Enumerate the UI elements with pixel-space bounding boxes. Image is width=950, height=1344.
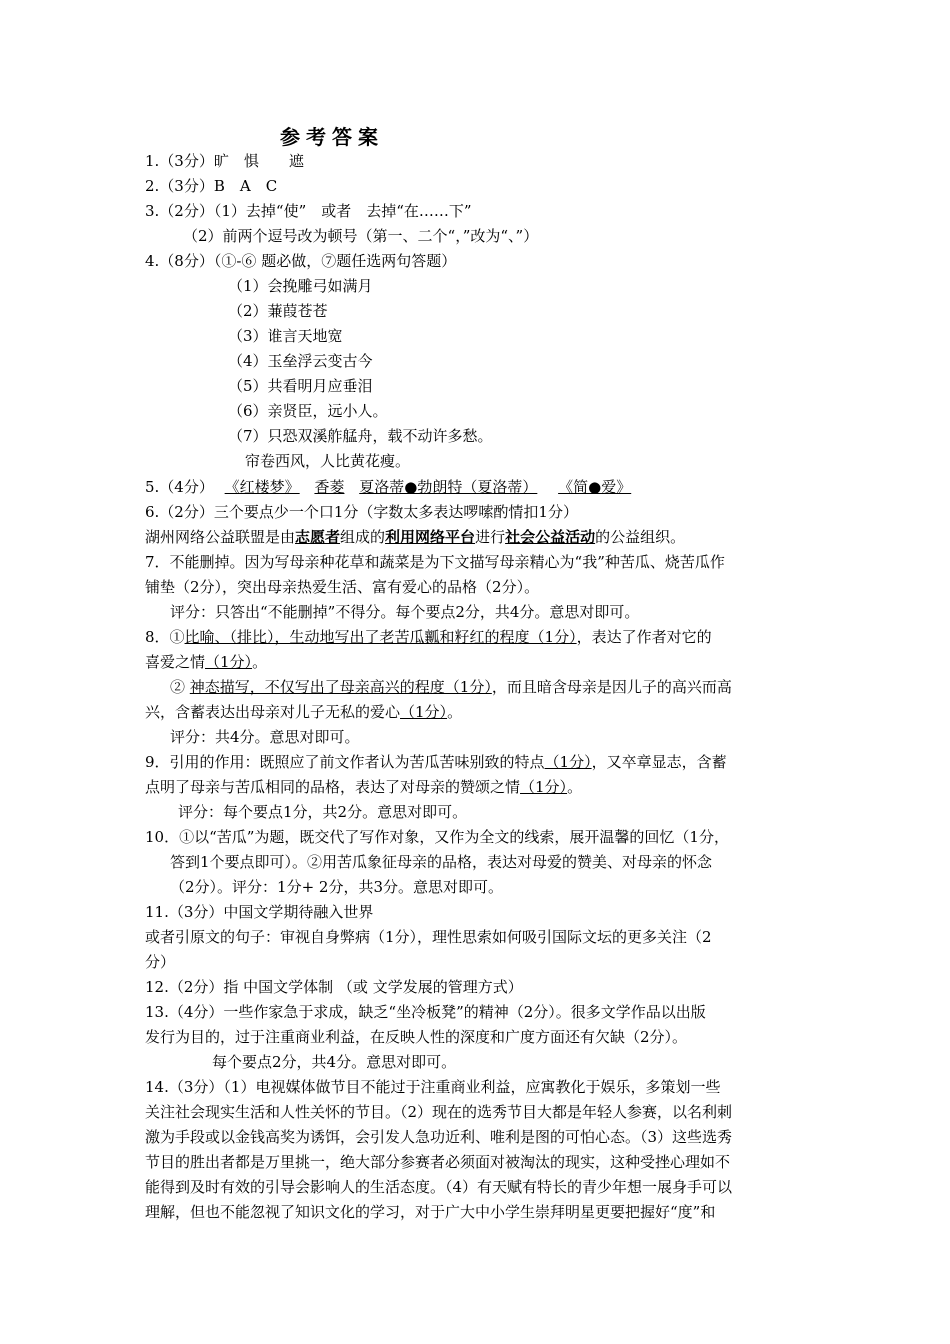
answer-q1: 1.（3分）旷 惧 遮 xyxy=(145,152,304,170)
text-segment: ② xyxy=(170,678,190,696)
answer-q4-item: （3）谁言天地宽 xyxy=(228,327,343,345)
answer-q13-line1: 13.（4分）一些作家急于求成，缺乏“坐冷板凳”的精神（2分）。很多文学作品以出版 xyxy=(145,1003,706,1021)
text-segment: ，表达了作者对它的 xyxy=(576,628,712,646)
keyword: 社会公益活动 xyxy=(505,528,596,546)
answer-q10-line1: 10．①以“苦瓜”为题，既交代了写作对象，又作为全文的线索，展开温馨的回忆（1分， xyxy=(145,828,729,846)
answer-q13-line2: 发行为目的，过于注重商业利益，在反映人性的深度和广度方面还有欠缺（2分）。 xyxy=(145,1028,688,1046)
answer-q5-author: 夏洛蒂●勃朗特（夏洛蒂） xyxy=(359,478,538,496)
answer-q8-scoring: 评分：共4分。意思对即可。 xyxy=(170,728,360,746)
answer-q6-line1: 6.（2分）三个要点少一个口1分（字数太多表达啰嗦酌情扣1分） xyxy=(145,503,578,521)
text-segment: ，又卒章显志，含蓄 xyxy=(591,753,727,771)
text-segment: 湖州网络公益联盟是由 xyxy=(145,528,296,546)
answer-q7-line2: 铺垫（2分），突出母亲热爱生活、富有爱心的品格（2分）。 xyxy=(145,578,540,596)
answer-q5-work: 《简●爱》 xyxy=(558,478,632,496)
text-segment: 。 xyxy=(447,703,463,721)
answer-q2: 2.（3分）B A C xyxy=(145,177,278,195)
underlined-segment: （1分） xyxy=(544,753,592,771)
keyword: 志愿者 xyxy=(295,528,341,546)
answer-q4-item: （4）玉垒浮云变古今 xyxy=(228,352,373,370)
text-segment: 9．引用的作用：既照应了前文作者认为苦瓜苦味别致的特点 xyxy=(145,753,545,771)
answer-q6-line2 xyxy=(145,527,685,547)
answer-q5-prefix: 5.（4分） xyxy=(145,478,214,496)
answer-q4-item: （1）会挽雕弓如满月 xyxy=(228,277,373,295)
answer-q5-book: 《红楼梦》 xyxy=(224,478,300,496)
underlined-segment: （1分） xyxy=(205,653,253,671)
answer-q3-line1: 3.（2分）（1）去掉“使” 或者 去掉“在……下” xyxy=(145,202,472,220)
answer-q7-line1: 7．不能删掉。因为写母亲种花草和蔬菜是为下文描写母亲精心为“我”种苦瓜、烧苦瓜作 xyxy=(145,553,725,571)
answer-q4-item: （6）亲贤臣，远小人。 xyxy=(228,402,388,420)
text-segment: 兴，含蓄表达出母亲对儿子无私的爱心 xyxy=(145,703,401,721)
answer-q8-line2 xyxy=(145,652,267,672)
answer-q13-scoring: 每个要点2分，共4分。意思对即可。 xyxy=(212,1053,457,1071)
text-segment: ，而且暗含母亲是因儿子的高兴而高 xyxy=(491,678,732,696)
answer-q7-scoring: 评分：只答出“不能删掉”不得分。每个要点2分，共4分。意思对即可。 xyxy=(170,603,640,621)
answer-q12: 12.（2分）指 中国文学体制 （或 文学发展的管理方式） xyxy=(145,978,523,996)
answer-q14-line: 14.（3分）（1）电视媒体做节目不能过于注重商业利益，应寓教化于娱乐，多策划一些 xyxy=(145,1078,721,1096)
text-segment: 。 xyxy=(567,778,583,796)
answer-q14-line: 能得到及时有效的引导会影响人的生活态度。（4）有天赋有特长的青少年想一展身手可以 xyxy=(145,1178,733,1196)
answer-q4-item: （2）蒹葭苍苍 xyxy=(228,302,328,320)
answer-q14-line: 理解，但也不能忽视了知识文化的学习，对于广大中小学生崇拜明星更要把握好“度”和 xyxy=(145,1203,716,1221)
answer-q8-line3 xyxy=(170,677,732,697)
answer-q4-item: （5）共看明月应垂泪 xyxy=(228,377,373,395)
answer-q8-line4 xyxy=(145,702,462,722)
text-segment: 喜爱之情 xyxy=(145,653,206,671)
answer-q11-line2: 或者引原文的句子：审视自身弊病（1分），理性思索如何吸引国际文坛的更多关注（2 xyxy=(145,928,712,946)
text-segment: 。 xyxy=(252,653,268,671)
answer-q10-line3: （2分）。评分：1分+ 2分，共3分。意思对即可。 xyxy=(170,878,504,896)
underlined-segment: 神态描写，不仅写出了母亲高兴的程度（1分） xyxy=(189,678,492,696)
answer-q4-item: 帘卷西风，人比黄花瘦。 xyxy=(245,452,411,470)
underlined-segment: （1分） xyxy=(520,778,568,796)
answer-q14-line: 关注社会现实生活和人性关怀的节目。（2）现在的选秀节目大都是年轻人参赛，以名利刺 xyxy=(145,1103,733,1121)
answer-q10-line2: 答到1个要点即可）。②用苦瓜象征母亲的品格，表达对母爱的赞美、对母亲的怀念 xyxy=(170,853,713,871)
keyword: 利用网络平台 xyxy=(385,528,476,546)
underlined-segment: （1分） xyxy=(400,703,448,721)
answer-q8-line1 xyxy=(145,627,712,647)
answer-q4-item: （7）只恐双溪舴艋舟，载不动许多愁。 xyxy=(228,427,493,445)
answer-q3-line2: （2）前两个逗号改为顿号（第一、二个“，”改为“、”） xyxy=(183,227,539,245)
answer-q14-line: 节目的胜出者都是万里挑一，绝大部分参赛者必须面对被淘汰的现实，这种受挫心理如不 xyxy=(145,1153,731,1171)
answer-q5-character: 香菱 xyxy=(314,478,345,496)
answer-q9-line1 xyxy=(145,752,727,772)
answer-q14-line: 激为手段或以金钱高奖为诱饵，会引发人急功近利、唯利是图的可怕心态。（3）这些选秀 xyxy=(145,1128,733,1146)
answer-q9-line2 xyxy=(145,777,582,797)
text-segment: 8．① xyxy=(145,628,185,646)
text-segment: 点明了母亲与苦瓜相同的品格，表达了对母亲的赞颂之情 xyxy=(145,778,521,796)
answer-q11-line3: 分） xyxy=(145,953,176,971)
text-segment: 的公益组织。 xyxy=(595,528,686,546)
text-segment: 进行 xyxy=(475,528,506,546)
underlined-segment: 比喻、（排比），生动地写出了老苦瓜瓤和籽红的程度（1分） xyxy=(184,628,577,646)
answer-q9-scoring: 评分：每个要点1分，共2分。意思对即可。 xyxy=(178,803,468,821)
answer-q4-heading: 4.（8分）（①-⑥ 题必做，⑦题任选两句答题） xyxy=(145,252,457,270)
answer-q11-line1: 11.（3分）中国文学期待融入世界 xyxy=(145,903,374,921)
answer-q5 xyxy=(145,477,631,497)
page-title: 参考答案 xyxy=(280,125,384,149)
text-segment: 组成的 xyxy=(340,528,386,546)
